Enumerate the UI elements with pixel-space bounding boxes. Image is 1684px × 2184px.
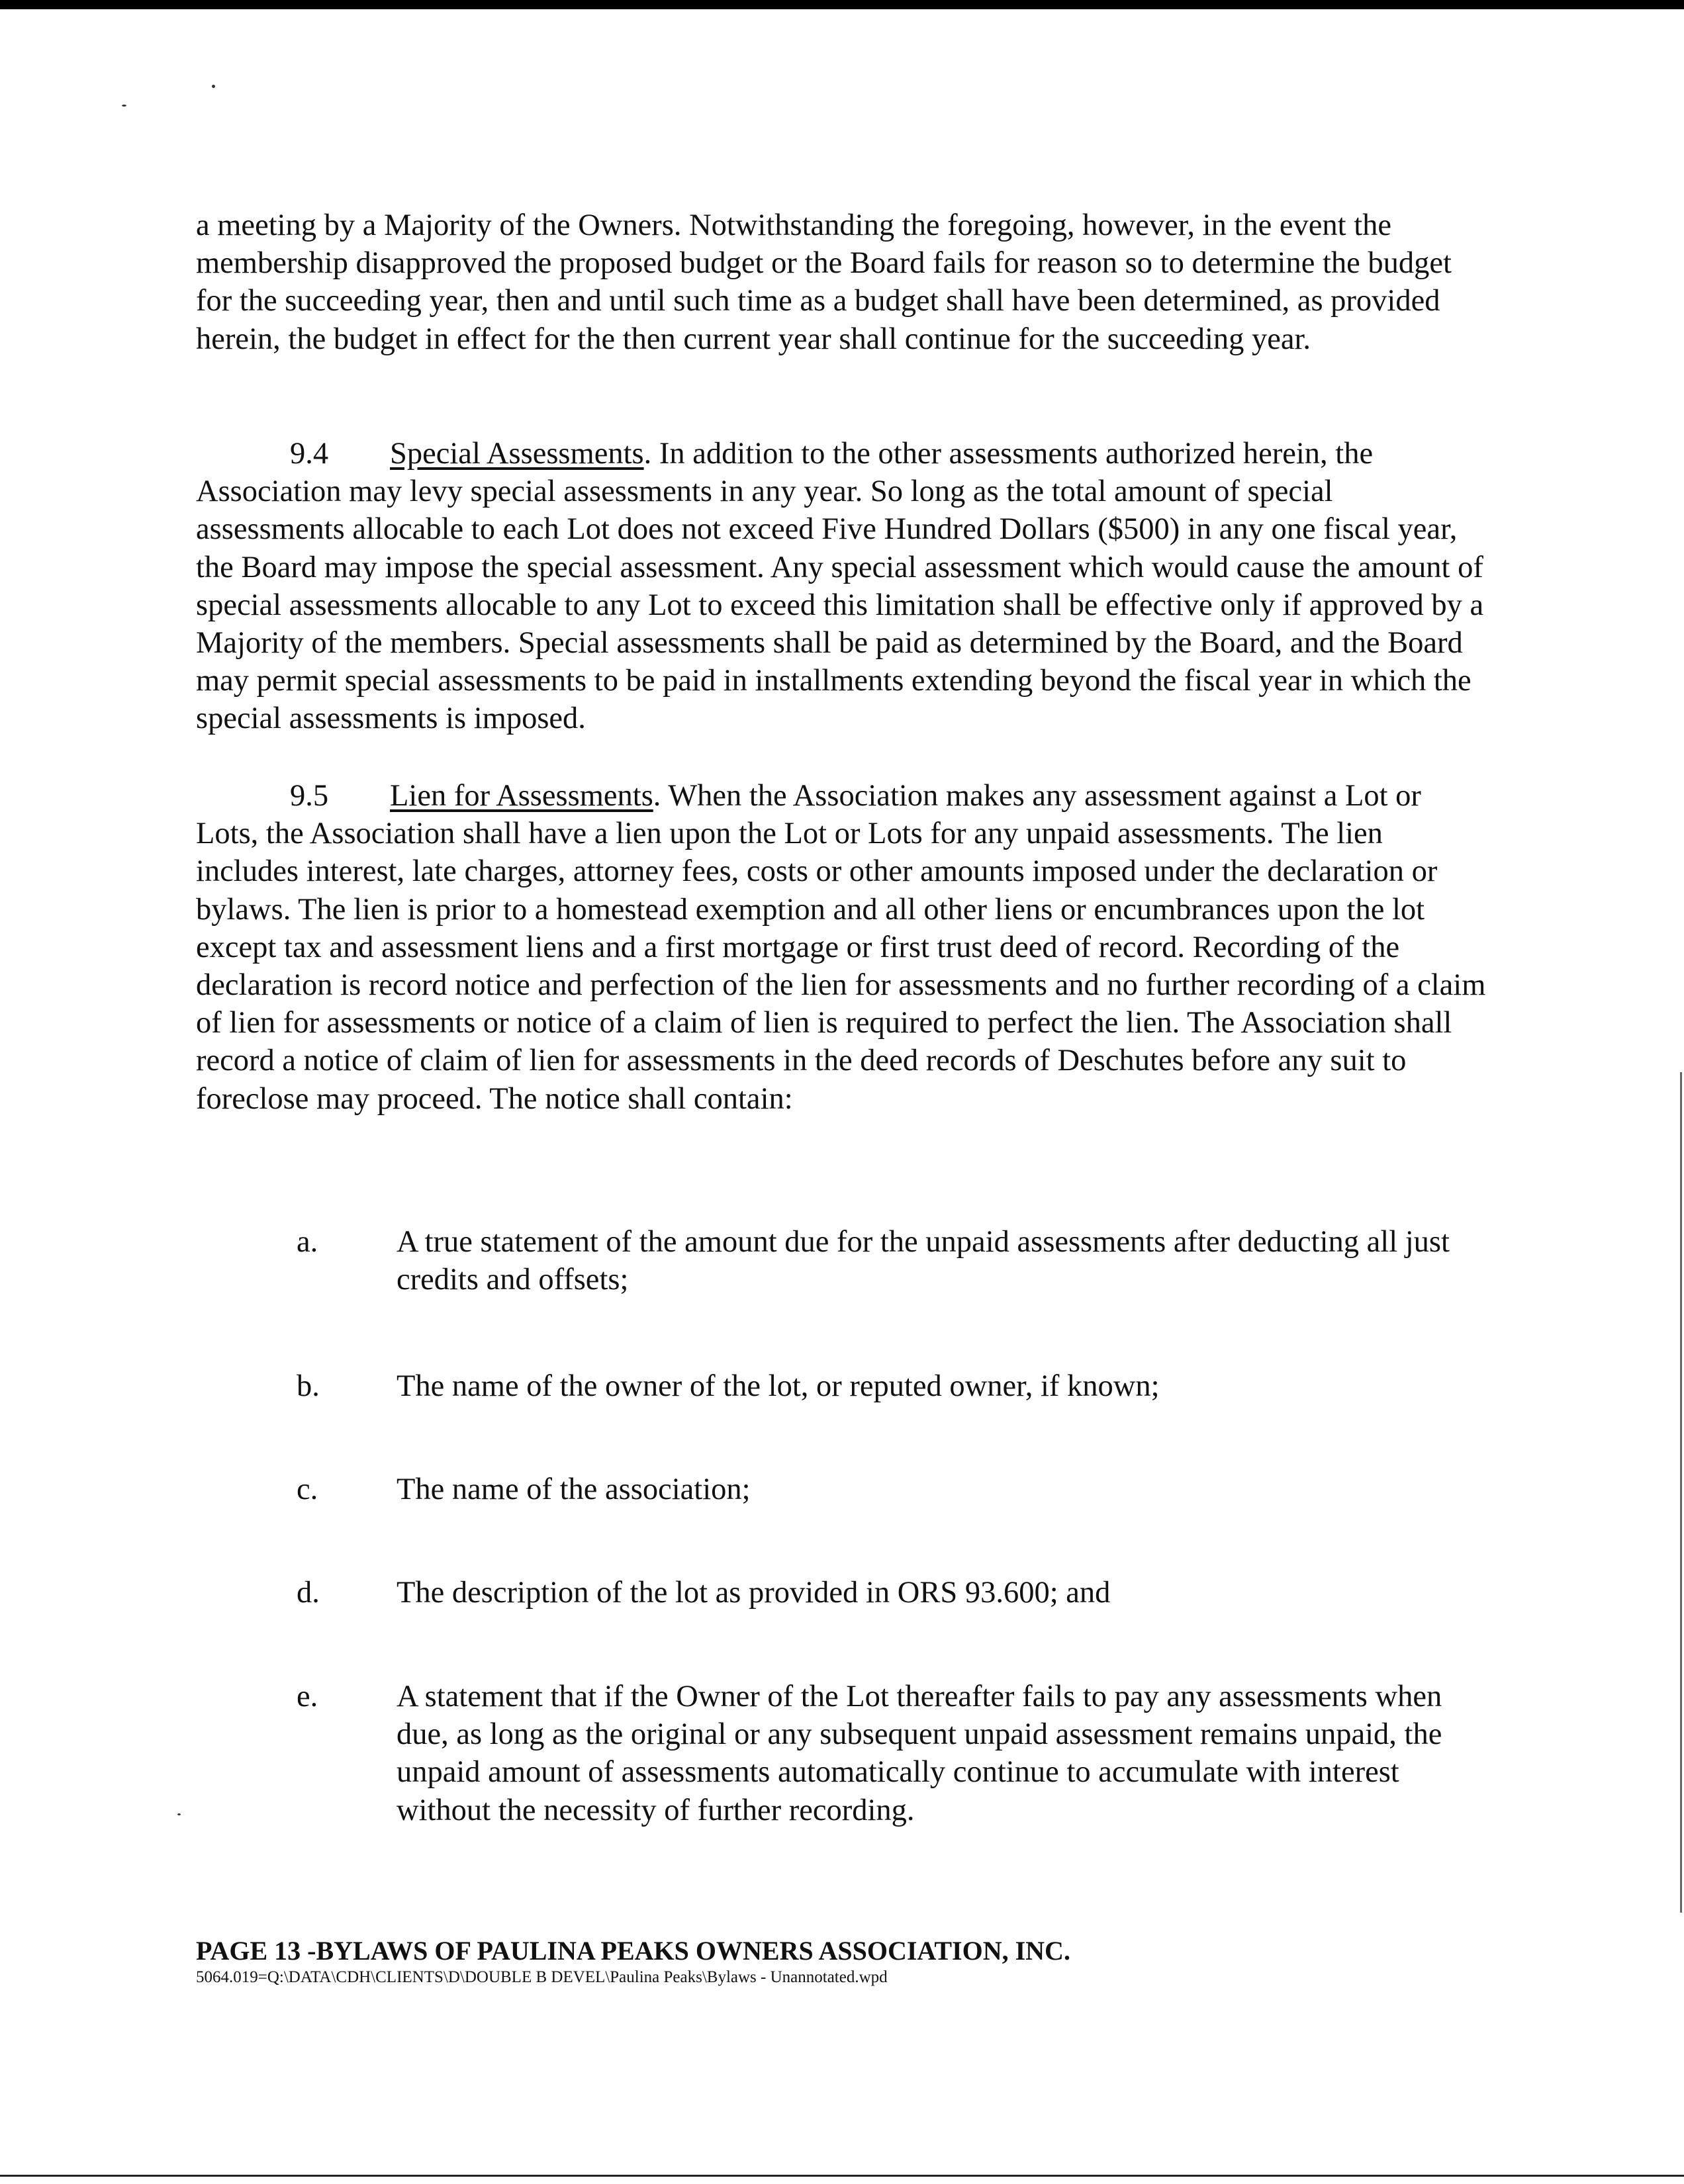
list-item-letter: e. [297, 1680, 318, 1713]
section-9-5-paragraph [196, 777, 1487, 1118]
list-item-letter: a. [297, 1225, 318, 1259]
list-item [196, 1678, 1487, 1829]
list-item-letter: b. [297, 1369, 320, 1403]
section-text: . When the Association makes any assessment against a Lot or Lots, the Association shall have a lien upon the Lot or Lots for any unpaid assessments. The lien includes interest, late charges, attorney fees, costs or other amounts imposed under the declaration or bylaws. The lien is prior to a homestead exemption and all other liens or encumbrances upon the lot except tax and assessment liens and a first mortgage or first trust deed of record. Recording of the declaration is record notice and perfection of the lien for assessments and no further recording of a claim of lien for assessments or notice of a claim of lien is required to perfect the lien. The Association shall record a notice of claim of lien for assessments in the deed records of Deschutes before any suit to foreclose may proceed. The notice shall contain: [196, 779, 1486, 1116]
list-item [196, 1223, 1487, 1298]
section-heading: Lien for Assessments [390, 779, 653, 813]
list-item-text: A statement that if the Owner of the Lot thereafter fails to pay any assessments when due, as long as the original or any subsequent unpaid assessment remains unpaid, the unpaid amount of assessments automatically continue to accumulate with interest without the necessity of further recording. [397, 1680, 1442, 1827]
section-9-4-paragraph [196, 435, 1487, 738]
list-item [196, 1574, 1487, 1612]
list-item-letter: c. [297, 1473, 318, 1506]
list-item-text: The name of the owner of the lot, or reputed owner, if known; [397, 1369, 1160, 1403]
footer-page-title: PAGE 13 -BYLAWS OF PAULINA PEAKS OWNERS ASSOCIATION, INC. [196, 1936, 1070, 1966]
list-item-text: A true statement of the amount due for the unpaid assessments after deducting all just credits and offsets; [397, 1225, 1450, 1297]
scan-speck [177, 1813, 181, 1815]
footer-file-path: 5064.019=Q:\DATA\CDH\CLIENTS\D\DOUBLE B DEVEL\Paulina Peaks\Bylaws - Unannotated.wpd [196, 1968, 888, 1986]
scan-top-border [0, 0, 1684, 9]
intro-paragraph [196, 206, 1487, 358]
list-item-letter: d. [297, 1576, 320, 1610]
section-number: 9.4 [290, 437, 329, 471]
scan-bottom-border [0, 2175, 1684, 2177]
section-9-5 [196, 777, 1487, 1118]
scan-speck [212, 85, 215, 88]
section-9-4 [196, 435, 1487, 738]
list-item [196, 1367, 1487, 1405]
section-text: . In addition to the other assessments authorized herein, the Association may levy special assessments in any year. So long as the total amount of special assessments allocable to each Lot does not exceed Five Hundred Dollars ($500) in any one fiscal year, the Board may impose the special assessment. Any special assessment which would cause the amount of special assessments allocable to any Lot to exceed this limitation shall be effective only if approved by a Majority of the members. Special assessments shall be paid as determined by the Board, and the Board may permit special assessments to be paid in installments extending beyond the fiscal year in which the special assessments is imposed. [196, 437, 1484, 736]
list-item-text: The description of the lot as provided in ORS 93.600; and [397, 1576, 1111, 1610]
list-item [196, 1471, 1487, 1508]
scan-edge-mark [1680, 1072, 1682, 1913]
scan-speck [122, 105, 126, 107]
section-heading: Special Assessments [390, 437, 644, 471]
section-number: 9.5 [290, 779, 329, 813]
intro-paragraph-text: a meeting by a Majority of the Owners. Notwithstanding the foregoing, however, in the event the membership disapproved the proposed budget or the Board fails for reason so to determine the budget for the succeeding year, then and until such time as a budget shall have been determined, as provided herein, the budget in effect for the then current year shall continue for the succeeding year. [196, 208, 1452, 356]
list-item-text: The name of the association; [397, 1473, 751, 1506]
